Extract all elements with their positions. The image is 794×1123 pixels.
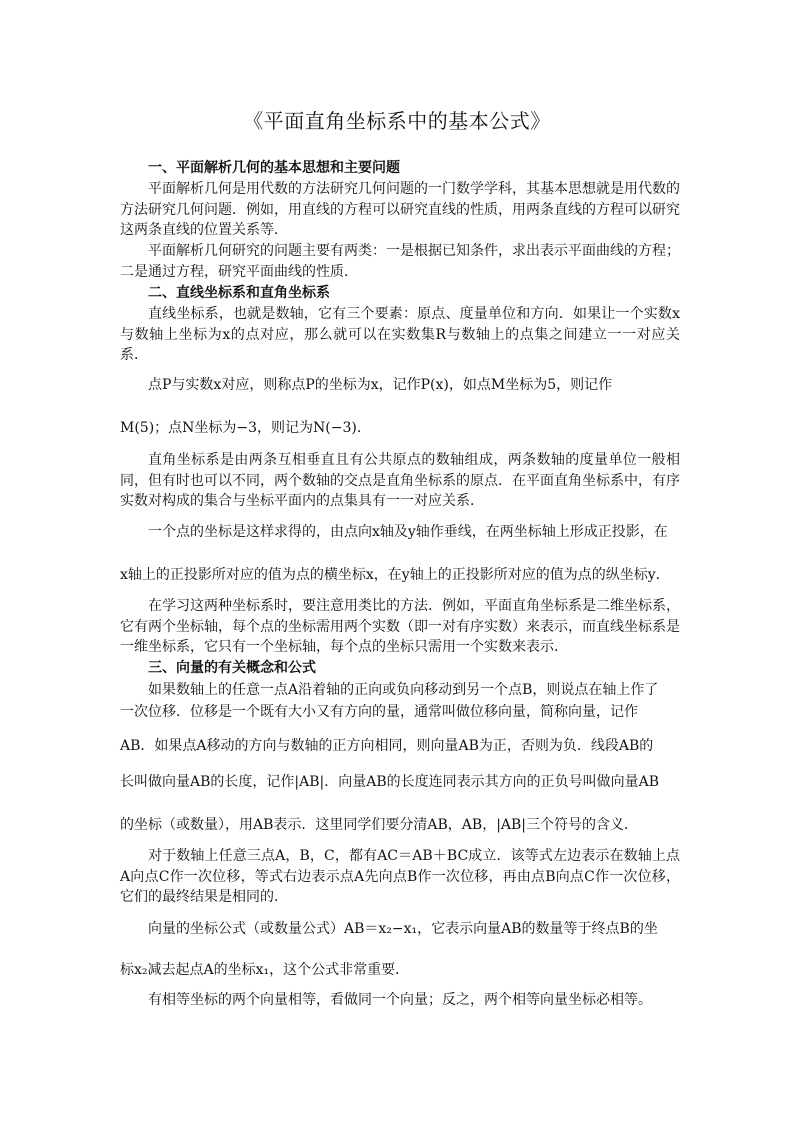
paragraph-analytic-geometry-idea: 平面解析几何是用代数的方法研究几何问题的一门数学学科，其基本思想就是用代数的方法研究几何问题．例如，用直线的方程可以研究直线的性质，用两条直线的方程可以研究这两条直线的位置关系等． xyxy=(120,181,680,239)
paragraph-displacement-line3: AB．如果点A移动的方向与数轴的正方向相同，则向量AB为正，否则为负．线段AB的 xyxy=(120,738,654,754)
paragraph-coordinate-formula-line1: 向量的坐标公式（或数量公式）AB＝x₂−x₁，它表示向量AB的数量等于终点B的坐 xyxy=(148,921,658,937)
paragraph-displacement-line4: 长叫做向量AB的长度，记作|AB|．向量AB的长度连同表示其方向的正负号叫做向量AB xyxy=(120,774,660,790)
paragraph-analytic-geometry-problems: 平面解析几何研究的问题主要有两类：一是根据已知条件，求出表示平面曲线的方程；二是通过方程，研究平面曲线的性质． xyxy=(120,243,680,280)
paragraph-projection-line1: 一个点的坐标是这样求得的，由点向x轴及y轴作垂线，在两坐标轴上形成正投影，在 xyxy=(148,524,668,540)
section-heading-3: 三、向量的有关概念和公式 xyxy=(148,660,316,676)
paragraph-displacement-line2: 一次位移．位移是一个既有大小又有方向的量，通常叫做位移向量，简称向量，记作 xyxy=(120,704,638,720)
paragraph-point-coordinate-line2: M(5)；点N坐标为−3，则记为N(−3)． xyxy=(120,420,371,436)
paragraph-coordinate-formula-line2: 标x₂减去起点A的坐标x₁，这个公式非常重要． xyxy=(120,962,410,978)
section-heading-1: 一、平面解析几何的基本思想和主要问题 xyxy=(148,160,400,176)
section-heading-2: 二、直线坐标系和直角坐标系 xyxy=(148,285,330,301)
paragraph-three-points: 对于数轴上任意三点A，B，C，都有AC＝AB＋BC成立．该等式左边表示在数轴上点A向点C作一次位移，等式右边表示点A先向点B作一次位移，再由点B向点C作一次位移，它们的最终结果是相同的． xyxy=(120,848,680,906)
document-title: 《平面直角坐标系中的基本公式》 xyxy=(243,109,551,133)
paragraph-equal-vectors: 有相等坐标的两个向量相等，看做同一个向量；反之，两个相等向量坐标必相等。 xyxy=(148,992,652,1008)
paragraph-analogy-method: 在学习这两种坐标系时，要注意用类比的方法．例如，平面直角坐标系是二维坐标系，它有两个坐标轴，每个点的坐标需用两个实数（即一对有序实数）来表示，而直线坐标系是一维坐标系，它只有一个坐标轴，每个点的坐标只需用一个实数来表示． xyxy=(120,598,680,656)
paragraph-point-coordinate-line1: 点P与实数x对应，则称点P的坐标为x，记作P(x)，如点M坐标为5，则记作 xyxy=(148,377,613,393)
paragraph-displacement-line1: 如果数轴上的任意一点A沿着轴的正向或负向移动到另一个点B，则说点在轴上作了 xyxy=(148,682,659,698)
paragraph-rectangular-coordinate-system: 直角坐标系是由两条互相垂直且有公共原点的数轴组成，两条数轴的度量单位一般相同，但有时也可以不同，两个数轴的交点是直角坐标系的原点．在平面直角坐标系中，有序实数对构成的集合与坐标平面内的点集具有一一对应关系． xyxy=(120,452,680,510)
paragraph-line-coordinate-system: 直线坐标系，也就是数轴，它有三个要素：原点、度量单位和方向．如果让一个实数x与数轴上坐标为x的点对应，那么就可以在实数集R与数轴上的点集之间建立一一对应关系． xyxy=(120,306,680,364)
paragraph-displacement-line5: 的坐标（或数量），用AB表示．这里同学们要分清AB，AB，|AB|三个符号的含义． xyxy=(120,817,639,833)
paragraph-projection-line2: x轴上的正投影所对应的值为点的横坐标x，在y轴上的正投影所对应的值为点的纵坐标y． xyxy=(120,567,670,583)
